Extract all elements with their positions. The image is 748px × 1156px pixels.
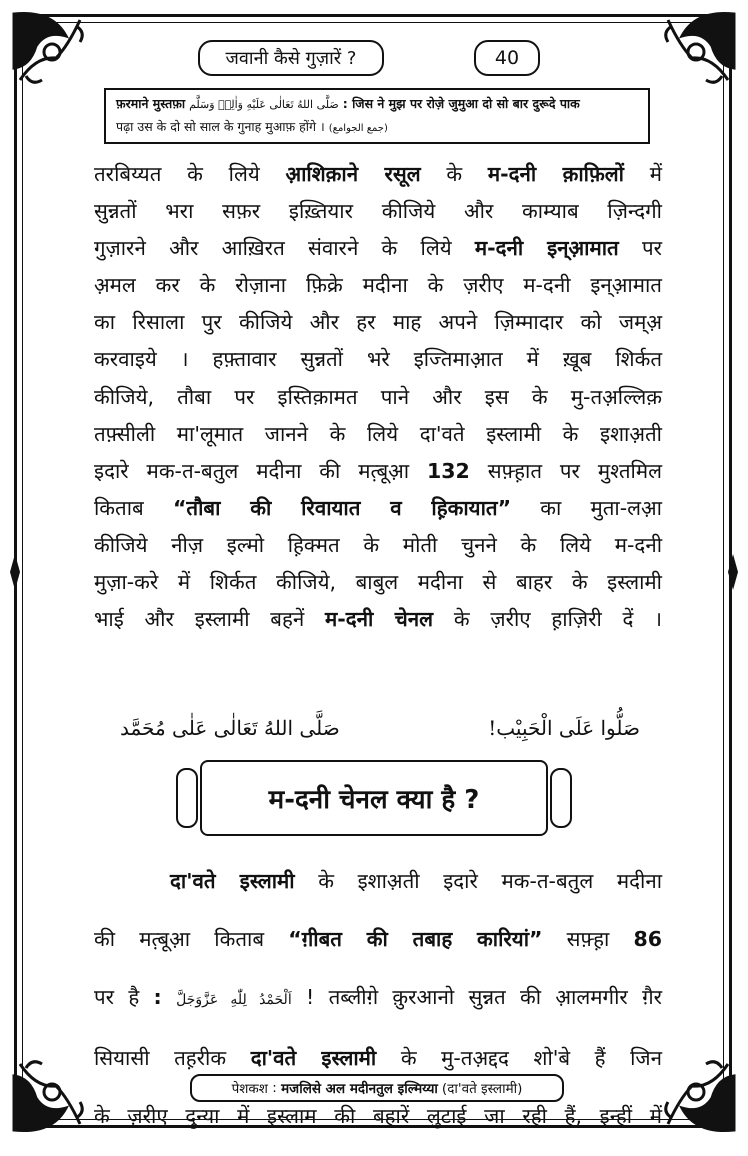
hadith-text-2: पढ़ा उस के दो सो साल के गुनाह मुआफ़ होंगे । <box>116 119 325 134</box>
text-line: की मत़्बूआ़ किताब “ग़ीबत की तबाह कारियां” सफ़्ह़ा 86 <box>94 926 663 951</box>
hadith-lead: फ़रमाने मुस्तफ़ा <box>116 96 186 111</box>
side-ornament-icon <box>8 552 22 592</box>
footer-credit <box>190 1074 564 1102</box>
text-line: मुज़ा-करे में शिर्कत कीजिये, बाबुल मदीना से बाहर के इस्लामी <box>94 570 662 595</box>
text-line: के ज़रीए दुन्या में इस्लाम की बहारें लुटाई जा रही हैं, इन्हीं में <box>94 1103 662 1128</box>
text-line: किताब “तौबा की रिवायात व ह़िकायात” का मुता-लआ़ <box>94 495 662 520</box>
footer-org: (दा'वते इस्लामी) <box>441 1081 523 1097</box>
text-line: पर है : اَلْحَمْدُ لِلّٰهِ عَزَّوَجَلَّ ! तब्लीग़े क़ुरआनो सुन्नत की आ़लमगीर ग़ैर <box>94 984 662 1009</box>
text-line: भाई और इस्लामी बहनें म-दनी चेनल के ज़रीए ह़ाज़िरी दें । <box>94 607 662 632</box>
book-title: जवानी कैसे गुज़ारें ? <box>198 40 384 76</box>
text-line: करवाइये । हफ़्तावार सुन्नतों भरे इज्तिमाअ़ात में ख़ूब शिर्कत <box>94 347 662 372</box>
salawat-call: صَلُّوا عَلَى الْحَبِيْب! <box>488 716 640 740</box>
footer-publisher: मजलिसे अल मदीनतुल इल्मिय्या <box>281 1081 438 1097</box>
text-line: अ़मल कर के रोज़ाना फ़िक्रे मदीना के ज़रीए म-दनी इन्आ़मात <box>94 273 662 298</box>
salawat-response: صَلَّى اللهُ تَعَالٰى عَلٰى مُحَمَّد <box>120 716 340 740</box>
text-line: तरबिय्यत के लिये आ़शिक़ाने रसूल के म-दनी क़ाफ़िलों में <box>94 162 662 186</box>
corner-ornament-icon <box>6 1046 98 1138</box>
corner-ornament-icon <box>650 6 742 98</box>
footer-colon: : <box>267 1080 282 1096</box>
corner-ornament-icon <box>650 1046 742 1138</box>
corner-ornament-icon <box>6 6 98 98</box>
text-line: कीजिये, तौबा पर इस्तिक़ामत पाने और इस के मु-तअ़ल्लिक़ <box>94 384 662 409</box>
side-ornament-icon <box>726 552 740 592</box>
text-line: सियासी तह़रीक दा'वते इस्लामी के मु-तअ़द्दद शो'बे हैं जिन <box>94 1045 663 1070</box>
text-line: तफ़्सीली मा'लूमात जानने के लिये दा'वते इस्लामी के इशाअ़ती <box>94 421 662 446</box>
hadith-box <box>104 88 650 144</box>
paragraph-2 <box>94 842 662 1156</box>
hadith-salutation: صَلَّى اللهُ تَعَالٰى عَلَيْهِ وَاٰلِهٖ وَسَلَّم <box>189 98 339 111</box>
section-heading: म-दनी चेनल क्या है ? <box>200 760 548 836</box>
hadith-line-1 <box>116 93 638 116</box>
text-line: इदारे मक-त-बतुल मदीना की मत़्बूआ़ 132 सफ़्ह़ात पर मुश्तमिल <box>94 458 662 483</box>
hadith-source: (جمع الجوامع) <box>328 123 388 134</box>
text-line: दा'वते इस्लामी के इशाअ़ती इदारे मक-त-बतुल मदीना <box>170 868 663 893</box>
paragraph-1 <box>94 156 662 638</box>
text-line: सुन्नतों भरा सफ़र इख़्तियार कीजिये और काम्याब ज़िन्दगी <box>94 199 662 224</box>
salawat-line <box>120 708 640 748</box>
footer-label: पेशकश <box>231 1081 268 1097</box>
text-line: का रिसाला पुर कीजिये और हर माह अपने ज़िम्मादार को जम्अ़ <box>94 310 662 335</box>
page-number: 40 <box>474 40 540 76</box>
text-line: गुज़ारने और आख़िरत संवारने के लिये म-दनी इन्आ़मात पर <box>94 236 663 261</box>
hadith-text-1: : जिस ने मुझ पर रोज़े जुमुआ दो सो बार दुरूदे पाक <box>342 96 580 111</box>
hadith-line-2 <box>116 116 638 140</box>
text-line: कीजिये नीज़ इल्मो ह़िक्मत के मोती चुनने के लिये म-दनी <box>94 532 662 557</box>
